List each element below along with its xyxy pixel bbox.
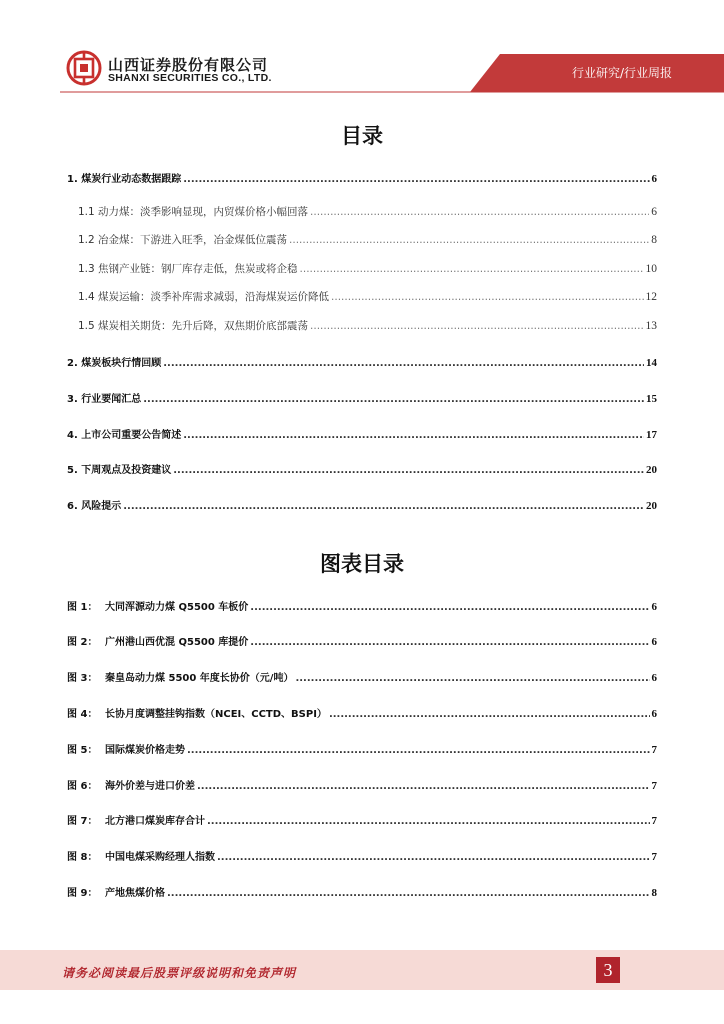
report-type-tag: 行业研究/行业周报 (571, 66, 672, 80)
shanxi-securities-logo-icon (66, 50, 102, 86)
figure-page: 7 (651, 815, 657, 827)
figure-page: 6 (651, 601, 657, 613)
figure-entry[interactable] (67, 741, 657, 756)
figure-page: 6 (651, 708, 657, 720)
figure-label: 秦皇岛动力煤 5500 年度长协价（元/吨） (105, 673, 294, 684)
figure-label: 国际煤炭价格走势 (105, 745, 185, 756)
figure-label: 北方港口煤炭库存合计 (105, 816, 205, 827)
leader-dots (143, 394, 644, 405)
figure-page: 7 (651, 851, 657, 863)
leader-dots (295, 673, 649, 684)
company-name-cn: 山西证券股份有限公司 (108, 56, 269, 74)
figure-number: 图 4： (67, 709, 98, 720)
toc-entry-label: 1.2 冶金煤：下游进入旺季，冶金煤低位震荡 (78, 234, 288, 246)
leader-dots (163, 358, 644, 369)
figure-number: 图 2： (67, 637, 98, 648)
toc-entry-page: 17 (646, 429, 657, 441)
leader-dots (310, 206, 649, 218)
disclaimer-notice: 请务必阅读最后股票评级说明和免责声明 (62, 966, 297, 980)
toc-entry[interactable] (67, 497, 657, 512)
toc-subentry[interactable] (78, 289, 657, 304)
figure-label: 海外价差与进口价差 (105, 781, 195, 792)
toc-title: 目录 (341, 124, 383, 148)
toc-entry-page: 20 (646, 500, 657, 512)
toc-entry[interactable] (67, 390, 657, 405)
figure-number: 图 3： (67, 673, 98, 684)
figure-entry[interactable] (67, 848, 657, 863)
toc-entry-page: 12 (645, 291, 657, 303)
figure-entry[interactable] (67, 633, 657, 648)
leader-dots (329, 709, 650, 720)
figure-page: 6 (651, 672, 657, 684)
page-footer (0, 950, 724, 990)
figure-label: 大同浑源动力煤 Q5500 车板价 (105, 602, 249, 613)
toc-entry-page: 13 (645, 320, 657, 332)
figure-label: 广州港山西优混 Q5500 库提价 (105, 637, 249, 648)
toc-entry-page: 15 (646, 393, 657, 405)
figure-entry[interactable] (67, 598, 657, 613)
toc-entry-page: 8 (651, 234, 657, 246)
figure-page: 7 (651, 744, 657, 756)
figure-label: 长协月度调整挂钩指数（NCEI、CCTD、BSPI） (105, 709, 327, 720)
header-band (0, 0, 724, 100)
toc-subentry[interactable] (78, 232, 657, 247)
figure-number: 图 6： (67, 781, 98, 792)
leader-dots (217, 852, 650, 863)
toc-subentry[interactable] (78, 261, 657, 276)
toc-entry-label: 6. 风险提示 (67, 501, 122, 512)
leader-dots (167, 888, 650, 899)
leader-dots (207, 816, 650, 827)
leader-dots (331, 291, 643, 303)
toc-entry-page: 6 (651, 173, 657, 185)
toc-entry-page: 20 (646, 464, 657, 476)
figure-label: 产地焦煤价格 (105, 888, 165, 899)
toc-subentry[interactable] (78, 204, 657, 219)
figure-page: 8 (651, 887, 657, 899)
figures-toc-title: 图表目录 (320, 552, 404, 576)
figure-number: 图 1： (67, 602, 98, 613)
toc-entry-page: 14 (646, 357, 657, 369)
leader-dots (187, 745, 650, 756)
toc-entry-label: 1.3 焦钢产业链：钢厂库存走低，焦炭或将企稳 (78, 263, 298, 275)
toc-entry-label: 1.4 煤炭运输：淡季补库需求减弱，沿海煤炭运价降低 (78, 291, 330, 303)
page-header (0, 0, 724, 100)
figure-number: 图 8： (67, 852, 98, 863)
figure-label: 中国电煤采购经理人指数 (105, 852, 215, 863)
leader-dots (173, 465, 644, 476)
figure-page: 6 (651, 636, 657, 648)
toc-entry[interactable] (67, 426, 657, 441)
leader-dots (250, 602, 649, 613)
company-name-en: SHANXI SECURITIES CO., LTD. (108, 72, 272, 84)
toc-entry-label: 4. 上市公司重要公告简述 (67, 430, 182, 441)
toc-entry[interactable] (67, 461, 657, 476)
leader-dots (250, 637, 649, 648)
figure-number: 图 7： (67, 816, 98, 827)
toc-entry-page: 6 (651, 206, 657, 218)
toc-entry-label: 5. 下周观点及投资建议 (67, 465, 172, 476)
toc-entry[interactable] (67, 170, 657, 185)
figure-entry[interactable] (67, 777, 657, 792)
page-number: 3 (596, 957, 620, 983)
leader-dots (310, 320, 643, 332)
toc-entry-label: 1.1 动力煤：淡季影响显现，内贸煤价格小幅回落 (78, 206, 309, 218)
figure-number: 图 9： (67, 888, 98, 899)
figure-page: 7 (651, 780, 657, 792)
figure-number: 图 5： (67, 745, 98, 756)
toc-entry-label: 1. 煤炭行业动态数据跟踪 (67, 174, 182, 185)
figure-entry[interactable] (67, 669, 657, 684)
leader-dots (183, 174, 649, 185)
leader-dots (300, 263, 644, 275)
toc-entry[interactable] (67, 354, 657, 369)
toc-subentry[interactable] (78, 318, 657, 333)
leader-dots (123, 501, 644, 512)
toc-entry-label: 1.5 煤炭相关期货：先升后降，双焦期价底部震荡 (78, 320, 309, 332)
toc-entry-page: 10 (645, 263, 657, 275)
figure-entry[interactable] (67, 812, 657, 827)
leader-dots (197, 781, 650, 792)
toc-entry-label: 2. 煤炭板块行情回顾 (67, 358, 162, 369)
figure-entry[interactable] (67, 884, 657, 899)
leader-dots (289, 234, 649, 246)
leader-dots (183, 430, 644, 441)
figure-entry[interactable] (67, 705, 657, 720)
toc-entry-label: 3. 行业要闻汇总 (67, 394, 142, 405)
